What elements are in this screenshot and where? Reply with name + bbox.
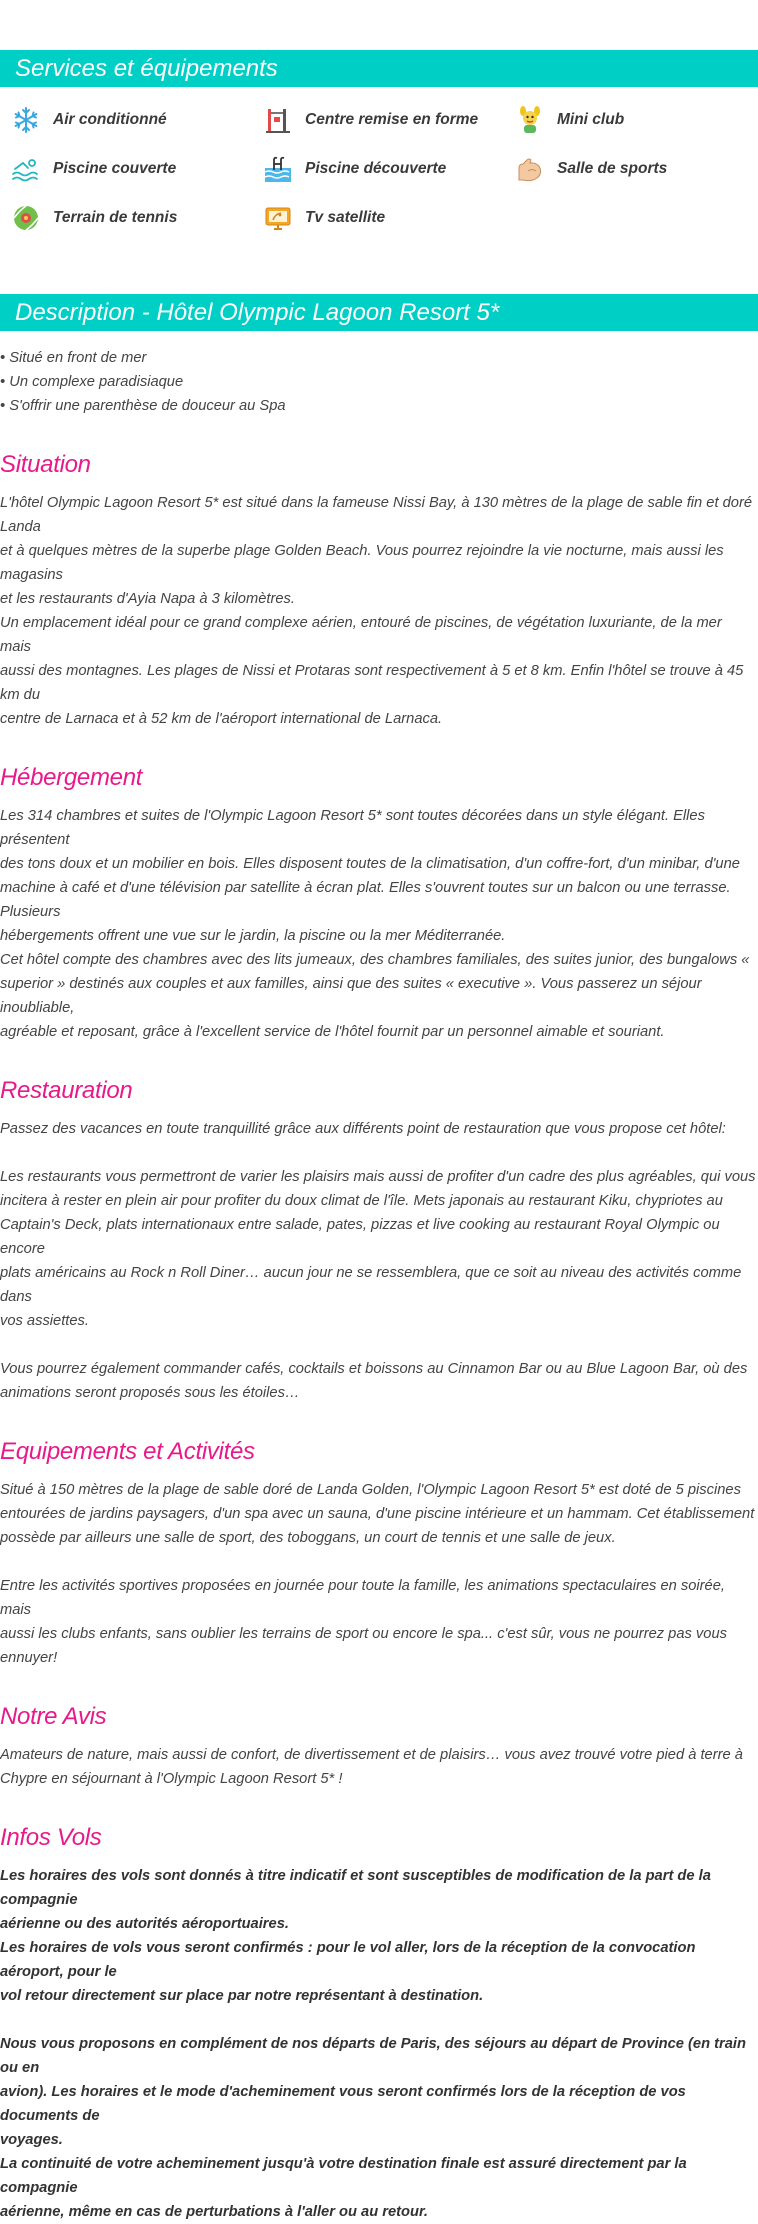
text-line: Vous pourrez également commander cafés, cocktails et boissons au Cinnamon Bar ou au Blue Lagoon Bar, où des xyxy=(0,1361,748,1377)
text-line: Cet hôtel compte des chambres avec des lits jumeaux, des chambres familiales, des suites junior, des bungalows « xyxy=(0,952,750,968)
section-body-vols xyxy=(0,1864,756,2224)
services-banner xyxy=(0,50,758,87)
text-line: Les 314 chambres et suites de l'Olympic Lagoon Resort 5* sont toutes décorées dans un style élégant. Elles présentent xyxy=(0,808,705,848)
text-line: Nous vous proposons en complément de nos départs de Paris, des séjours au départ de Province (en train ou en xyxy=(0,2036,746,2076)
section-body-equipements xyxy=(0,1478,756,1670)
text-line: Un emplacement idéal pour ce grand complexe aérien, entouré de piscines, de végétation luxuriante, de la mer mais xyxy=(0,615,722,655)
paragraph-gap xyxy=(0,1550,756,1574)
section-body-restauration xyxy=(0,1117,756,1405)
services-title: Services et équipements xyxy=(15,55,278,82)
text-line: La continuité de votre acheminement jusqu'à votre destination finale est assuré directement par la compagnie xyxy=(0,2156,687,2196)
text-line: Entre les activités sportives proposées en journée pour toute la famille, les animations spectaculaires en soirée, mais xyxy=(0,1578,725,1618)
section-title-equipements: Equipements et Activités xyxy=(0,1438,255,1465)
section-title-restauration: Restauration xyxy=(0,1077,133,1104)
text-line: animations seront proposés sous les étoiles… xyxy=(0,1385,300,1401)
text-line: aussi des montagnes. Les plages de Nissi et Protaras sont respectivement à 5 et 8 km. Enfin l'hôtel se trouve à 45 km du xyxy=(0,663,744,703)
amenity-gym: Salle de sports xyxy=(504,153,667,185)
text-line: aérienne, même en cas de perturbations à l'aller ou au retour. xyxy=(0,2204,428,2220)
section-title-vols: Infos Vols xyxy=(0,1824,102,1851)
text-line: hébergements offrent une vue sur le jardin, la piscine ou la mer Méditerranée. xyxy=(0,928,506,944)
section-title-avis: Notre Avis xyxy=(0,1703,107,1730)
paragraph-gap xyxy=(0,2008,756,2032)
highlight-item: • Un complexe paradisiaque xyxy=(0,374,184,390)
fitness-machine-icon xyxy=(263,105,293,135)
amenity-mini-club: Mini club xyxy=(504,104,624,136)
tennis-ball-icon xyxy=(11,203,41,233)
swimmer-icon xyxy=(11,154,41,184)
description-banner xyxy=(0,294,758,331)
amenity-tennis-court: Terrain de tennis xyxy=(0,202,177,234)
text-line: agréable et reposant, grâce à l'excellent service de l'hôtel fournit par un personnel aimable et souriant. xyxy=(0,1024,665,1040)
section-title-situation: Situation xyxy=(0,451,91,478)
text-line: L'hôtel Olympic Lagoon Resort 5* est situé dans la fameuse Nissi Bay, à 130 mètres de la plage de sable fin et doré Landa xyxy=(0,495,753,535)
highlights-list xyxy=(0,346,756,418)
text-line: et les restaurants d'Ayia Napa à 3 kilomètres. xyxy=(0,591,295,607)
text-line: et à quelques mètres de la superbe plage Golden Beach. Vous pourrez rejoindre la vie nocturne, mais aussi les magasins xyxy=(0,543,724,583)
text-line: Captain's Deck, plats internationaux entre salade, pates, pizzas et live cooking au restaurant Royal Olympic ou encore xyxy=(0,1217,720,1257)
satellite-tv-icon xyxy=(263,203,293,233)
highlight-item: • Situé en front de mer xyxy=(0,350,147,366)
text-line: Les horaires de vols vous seront confirmés : pour le vol aller, lors de la réception de la convocation aéroport, pour le xyxy=(0,1940,696,1980)
pool-ladder-icon xyxy=(263,154,293,184)
text-line: vos assiettes. xyxy=(0,1313,89,1329)
section-title-hebergement: Hébergement xyxy=(0,764,143,791)
text-line: des tons doux et un mobilier en bois. Elles disposent toutes de la climatisation, d'un coffre-fort, d'un minibar, d'une xyxy=(0,856,740,872)
text-line: Les restaurants vous permettront de varier les plaisirs mais aussi de profiter d'un cadre des plus agréables, qui vous xyxy=(0,1169,756,1185)
description-content xyxy=(0,346,756,2224)
amenity-fitness-center: Centre remise en forme xyxy=(252,104,478,136)
muscle-arm-icon xyxy=(515,154,545,184)
kids-mascot-icon xyxy=(515,105,545,135)
section-body-avis xyxy=(0,1743,756,1791)
text-line: aussi les clubs enfants, sans oublier les terrains de sport ou encore le spa... c'est sûr, vous ne pourrez pas vous ennuyer! xyxy=(0,1626,727,1666)
description-title: Description - Hôtel Olympic Lagoon Resort 5* xyxy=(15,299,500,326)
text-line: plats américains au Rock n Roll Diner… aucun jour ne se ressemblera, que ce soit au niveau des activités comme dans xyxy=(0,1265,742,1305)
highlight-item: • S'offrir une parenthèse de douceur au Spa xyxy=(0,398,286,414)
snowflake-icon xyxy=(11,105,41,135)
text-line: entourées de jardins paysagers, d'un spa avec un sauna, d'une piscine intérieure et un hammam. Cet établissement xyxy=(0,1506,755,1522)
text-line: vol retour directement sur place par notre représentant à destination. xyxy=(0,1988,484,2004)
amenity-outdoor-pool: Piscine découverte xyxy=(252,153,446,185)
section-body-hebergement xyxy=(0,804,756,1044)
text-line: incitera à rester en plein air pour profiter du doux climat de l'île. Mets japonais au restaurant Kiku, chypriotes au xyxy=(0,1193,723,1209)
text-line: superior » destinés aux couples et aux familles, ainsi que des suites « executive ». Vous passerez un séjour inoubliable, xyxy=(0,976,702,1016)
amenity-satellite-tv: Tv satellite xyxy=(252,202,385,234)
text-line: Situé à 150 mètres de la plage de sable doré de Landa Golden, l'Olympic Lagoon Resort 5* est doté de 5 piscines xyxy=(0,1482,741,1498)
section-body-situation xyxy=(0,491,756,731)
paragraph-gap xyxy=(0,1141,756,1165)
text-line: machine à café et d'une télévision par satellite à écran plat. Elles s'ouvrent toutes sur un balcon ou une terrasse. Plusieurs xyxy=(0,880,731,920)
text-line: voyages. xyxy=(0,2132,63,2148)
text-line: Les horaires des vols sont donnés à titre indicatif et sont susceptibles de modification de la part de la compagnie xyxy=(0,1868,711,1908)
text-line: Passez des vacances en toute tranquillité grâce aux différents point de restauration que vous propose cet hôtel: xyxy=(0,1121,726,1137)
text-line: Amateurs de nature, mais aussi de confort, de divertissement et de plaisirs… vous avez trouvé votre pied à terre à xyxy=(0,1747,743,1763)
text-line: possède par ailleurs une salle de sport, des toboggans, un court de tennis et une salle de jeux. xyxy=(0,1530,616,1546)
text-line: centre de Larnaca et à 52 km de l'aéroport international de Larnaca. xyxy=(0,711,443,727)
paragraph-gap xyxy=(0,1333,756,1357)
text-line: aérienne ou des autorités aéroportuaires. xyxy=(0,1916,289,1932)
text-line: Chypre en séjournant à l'Olympic Lagoon Resort 5* ! xyxy=(0,1771,343,1787)
text-line: avion). Les horaires et le mode d'acheminement vous seront confirmés lors de la réception de vos documents de xyxy=(0,2084,686,2124)
amenity-air-conditioning: Air conditionné xyxy=(0,104,167,136)
amenity-indoor-pool: Piscine couverte xyxy=(0,153,176,185)
